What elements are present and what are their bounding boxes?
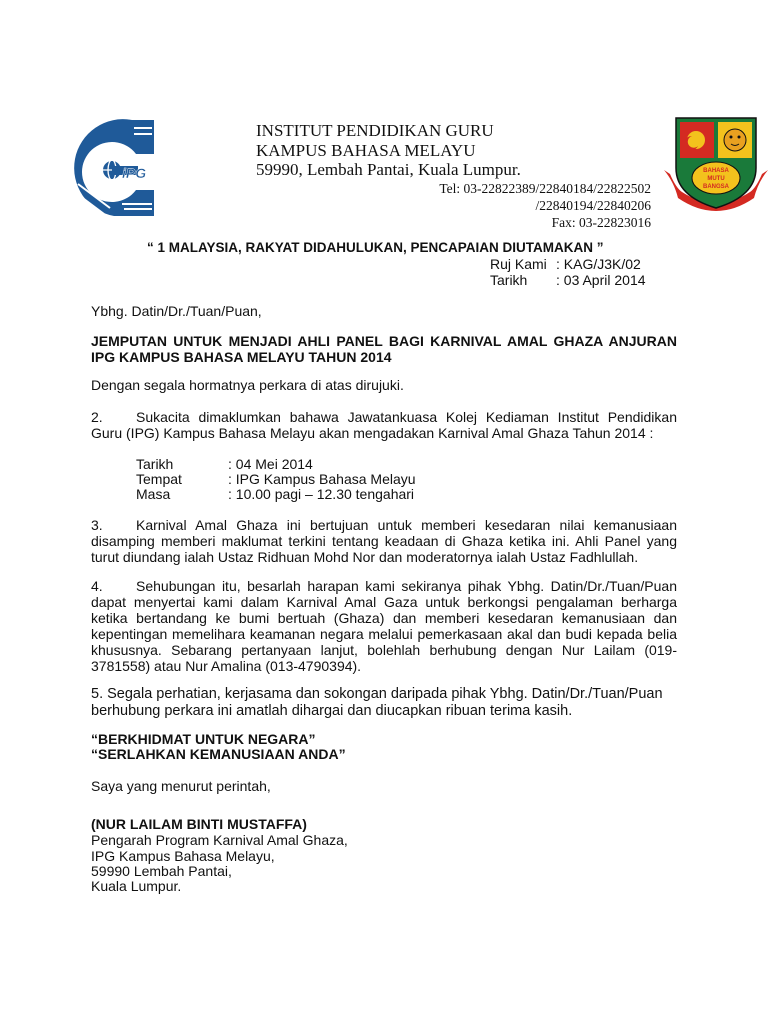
event-venue-value: : IPG Kampus Bahasa Melayu <box>228 471 416 487</box>
closing-phrase: Saya yang menurut perintah, <box>91 778 271 794</box>
paragraph-3-text: Karnival Amal Ghaza ini bertujuan untuk memberi kesedaran nilai kemanusiaan disamping memberi maklumat terkini tentang keadaan di Ghaza ketika ini. Ahli Panel yang turut diundang ialah Ustaz Ridhuan Mohd Nor dan moderatornya ialah Ustaz Fadhlullah. <box>91 517 677 565</box>
signatory-title: Pengarah Program Karnival Amal Ghaza, <box>91 832 348 848</box>
tel-line: Tel: 03-22822389/22840184/22822502 <box>439 181 651 196</box>
institution-name: INSTITUT PENDIDIKAN GURU <box>256 121 494 140</box>
campus-name: KAMPUS BAHASA MELAYU <box>256 141 476 160</box>
paragraph-2-number: 2. <box>91 409 103 425</box>
slogan: “ 1 MALAYSIA, RAKYAT DIDAHULUKAN, PENCAPAIAN DIUTAMAKAN ” <box>147 240 604 255</box>
svg-text:BAHASA: BAHASA <box>703 168 729 174</box>
paragraph-3-number: 3. <box>91 517 103 533</box>
event-date-label: Tarikh <box>136 456 174 472</box>
event-time-row <box>136 486 414 502</box>
paragraph-2 <box>91 409 677 441</box>
svg-text:BANGSA: BANGSA <box>702 184 730 190</box>
paragraph-1: Dengan segala hormatnya perkara di atas dirujuki. <box>91 377 404 393</box>
event-venue-row <box>136 471 416 487</box>
fax-line: Fax: 03-22823016 <box>551 215 651 230</box>
institution-address: 59990, Lembah Pantai, Kuala Lumpur. <box>256 160 521 179</box>
paragraph-5: 5. Segala perhatian, kerjasama dan sokongan daripada pihak Ybhg. Datin/Dr./Tuan/Puan berhubung perkara ini amatlah dihargai dan diucapkan ribuan terima kasih. <box>91 686 663 719</box>
event-date-value: : 04 Mei 2014 <box>228 456 313 472</box>
motto-2: “SERLAHKAN KEMANUSIAAN ANDA” <box>91 746 346 762</box>
event-time-value: : 10.00 pagi – 12.30 tengahari <box>228 486 415 502</box>
ruj-value: : KAG/J3K/02 <box>556 256 641 272</box>
paragraph-2-text: Sukacita dimaklumkan bahawa Jawatankuasa Kolej Kediaman Institut Pendidikan Guru (IPG) Kampus Bahasa Melayu akan mengadakan Karnival Amal Ghaza Tahun 2014 : <box>91 409 677 441</box>
event-time-label: Masa <box>136 486 171 502</box>
ipg-logo <box>64 118 158 218</box>
tarikh-label: Tarikh <box>490 272 528 288</box>
letter-subject: JEMPUTAN UNTUK MENJADI AHLI PANEL BAGI KARNIVAL AMAL GHAZA ANJURAN IPG KAMPUS BAHASA MELAYU TAHUN 2014 <box>91 333 677 365</box>
tarikh-value: : 03 April 2014 <box>556 272 646 288</box>
motto-1: “BERKHIDMAT UNTUK NEGARA” <box>91 731 316 747</box>
reference-number <box>490 256 641 272</box>
paragraph-4-number: 4. <box>91 578 103 594</box>
crest-logo <box>662 112 768 224</box>
event-date-row <box>136 456 313 472</box>
tel-line-2: /22840194/22840206 <box>535 198 651 213</box>
ruj-label: Ruj Kami <box>490 256 547 272</box>
ipg-logo-icon <box>64 118 158 218</box>
reference-date <box>490 272 646 288</box>
signatory-name: (NUR LAILAM BINTI MUSTAFFA) <box>91 816 307 832</box>
crest-icon <box>662 112 768 224</box>
salutation: Ybhg. Datin/Dr./Tuan/Puan, <box>91 303 262 319</box>
signatory-address-1: 59990 Lembah Pantai, <box>91 863 232 879</box>
signatory-address-2: Kuala Lumpur. <box>91 878 182 894</box>
svg-text:MUTU: MUTU <box>707 176 725 182</box>
paragraph-4 <box>91 578 677 674</box>
svg-text:iPG: iPG <box>122 165 147 181</box>
event-venue-label: Tempat <box>136 471 182 487</box>
paragraph-3 <box>91 517 677 565</box>
signatory-org: IPG Kampus Bahasa Melayu, <box>91 848 275 864</box>
paragraph-4-text: Sehubungan itu, besarlah harapan kami sekiranya pihak Ybhg. Datin/Dr./Tuan/Puan dapat menyertai kami dalam Karnival Amal Gaza untuk berkongsi pengalaman berharga ketika bertandang ke bumi bertuah (Ghaza) dan memberi kesedaran kemanusiaan dan kepentingan memelihara keamanan negara melalui pemerkasaan akal dan budi kepada belia khususnya. Sebarang pertanyaan lanjut, bolehlah berhubung dengan Nur Lailam (019-3781558) atau Nur Amalina (013-4790394). <box>91 578 677 674</box>
